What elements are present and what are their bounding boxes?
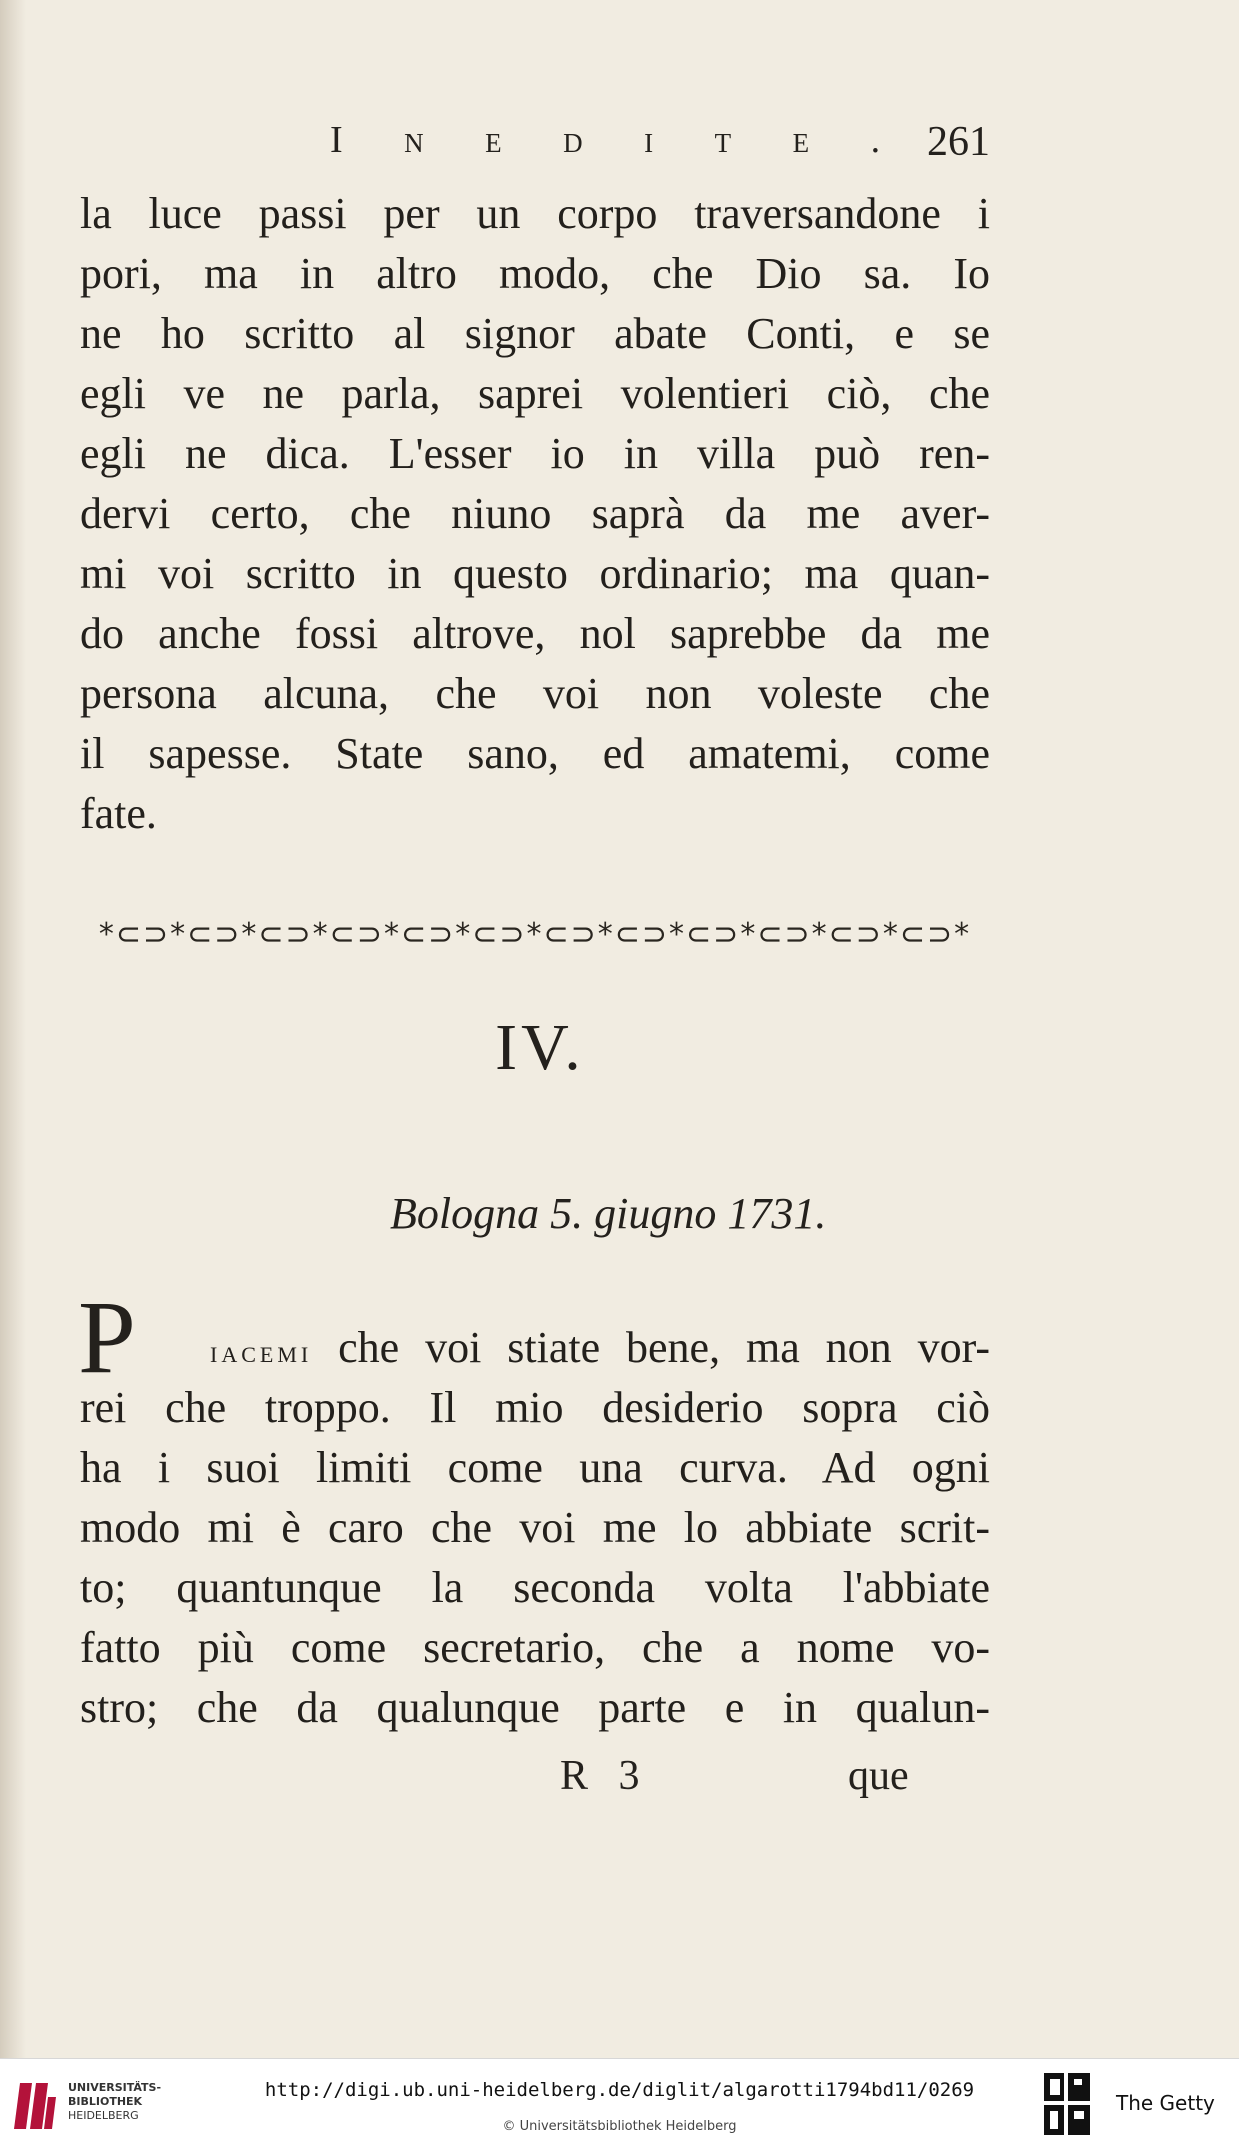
- text-line: rei che troppo. Il mio desiderio sopra ciò: [80, 1383, 990, 1432]
- library-name-line: UNIVERSITÄTS-: [68, 2081, 162, 2094]
- text-line-first: [210, 1320, 990, 1376]
- dateline: Bologna 5. giugno 1731.: [390, 1189, 827, 1238]
- text-line: persona alcuna, che voi non voleste che: [80, 669, 990, 718]
- text-line: la luce passi per un corpo traversandone i: [80, 189, 990, 238]
- text-line: fate.: [80, 789, 157, 838]
- library-name-line: HEIDELBERG: [68, 2109, 139, 2122]
- copyright-notice: © Universitätsbibliothek Heidelberg: [502, 2119, 737, 2134]
- permalink-url[interactable]: http://digi.ub.uni-heidelberg.de/diglit/algarotti1794bd11/0269: [264, 2079, 975, 2101]
- text-line: egli ne dica. L'esser io in villa può ren-: [80, 429, 990, 478]
- text-line: egli ve ne parla, saprei volentieri ciò, che: [80, 369, 990, 418]
- text-line: il sapesse. State sano, ed amatemi, come: [80, 729, 990, 778]
- text-line: ha i suoi limiti come una curva. Ad ogni: [80, 1443, 990, 1492]
- text-line: dervi certo, che niuno saprà da me aver-: [80, 489, 990, 538]
- text-line: ne ho scritto al signor abate Conti, e se: [80, 309, 990, 358]
- section-number: IV.: [495, 1011, 585, 1084]
- text-line: modo mi è caro che voi me lo abbiate scrit-: [80, 1503, 990, 1552]
- text-line: pori, ma in altro modo, che Dio sa. Io: [80, 249, 990, 298]
- getty-logo-icon: [1042, 2071, 1092, 2137]
- text-line: to; quantunque la seconda volta l'abbiate: [80, 1563, 990, 1612]
- viewer-footer: [0, 2058, 1239, 2149]
- text-line: stro; che da qualunque parte e in qualun-: [80, 1683, 990, 1732]
- ornamental-divider: *⊂⊃*⊂⊃*⊂⊃*⊂⊃*⊂⊃*⊂⊃*⊂⊃*⊂⊃*⊂⊃*⊂⊃*⊂⊃*⊂⊃*: [98, 917, 972, 952]
- text-line: mi voi scritto in questo ordinario; ma quan-: [80, 549, 990, 598]
- small-caps-word: iacemi: [210, 1333, 313, 1369]
- catchword: que: [848, 1753, 909, 1799]
- text-line: fatto più come secretario, che a nome vo-: [80, 1623, 990, 1672]
- drop-cap: P: [78, 1280, 136, 1395]
- running-title: I n e d i t e .: [330, 119, 907, 161]
- page-number: 261: [927, 119, 990, 165]
- library-name-line: BIBLIOTHEK: [68, 2095, 143, 2108]
- running-head: [330, 118, 990, 178]
- first-line-text: che voi stiate bene, ma non vor-: [312, 1323, 990, 1372]
- partner-name: The Getty: [1116, 2091, 1215, 2115]
- signature-mark: R 3: [560, 1753, 650, 1799]
- text-line: do anche fossi altrove, nol saprebbe da me: [80, 609, 990, 658]
